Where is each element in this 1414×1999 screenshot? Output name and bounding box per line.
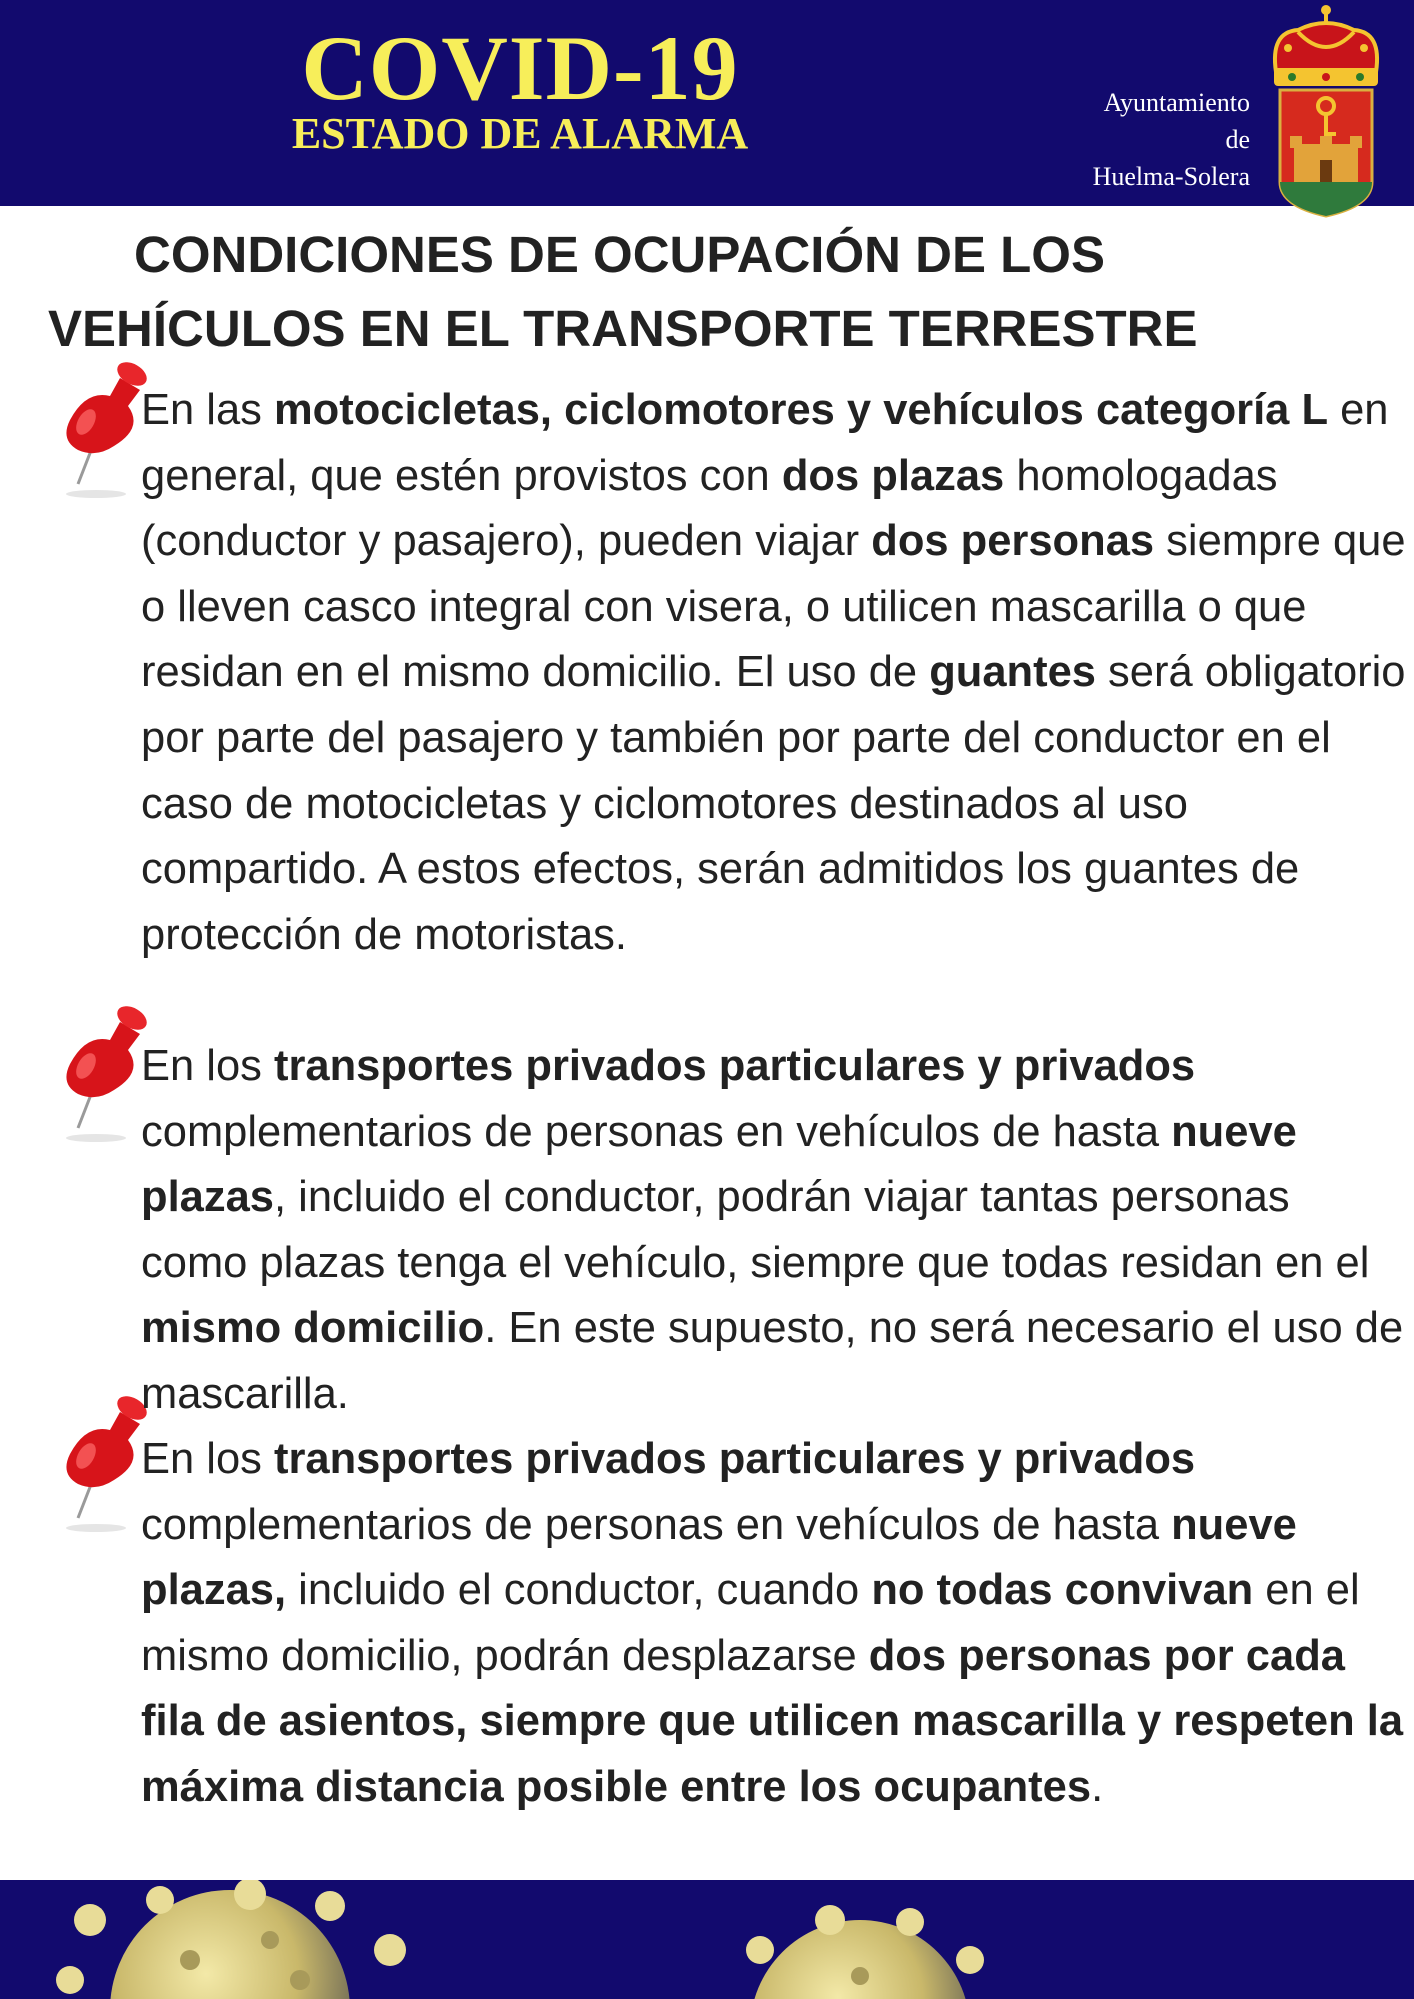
body-text: complementarios de personas en vehículos de hasta [141,1107,1172,1156]
body-text: . En este supuesto, no será necesario el uso de mascarilla. [141,1304,1404,1418]
emphasis-text: mismo domicilio [141,1304,485,1353]
header-banner [0,0,1414,206]
emphasis-text: nueve plazas, [141,1500,1297,1615]
heading-line-2: VEHÍCULOS EN EL TRANSPORTE TERRESTRE [48,300,1198,357]
organization-line-2: de [1225,125,1250,154]
body-text: en el mismo domicilio, podrán desplazarse [141,1566,1360,1680]
rule-paragraph-1 [141,378,1406,968]
organization-line-1: Ayuntamiento [1103,88,1250,117]
body-text: será obligatorio por parte del pasajero y también por parte del conductor en el caso de motocicletas y ciclomotores destinados al uso compartido. A estos efectos, serán admitidos los guantes de protección de motoristas. [141,648,1406,959]
header-title: COVID-19 [301,17,739,119]
emphasis-text: transportes privados particulares y privados [274,1435,1196,1483]
rule-paragraph-3 [141,1427,1406,1821]
organization-name [1093,84,1250,195]
heading-line-1: CONDICIONES DE OCUPACIÓN DE LOS [134,226,1105,283]
rule-paragraph-2 [141,1034,1406,1428]
body-text: siempre que o lleven casco integral con visera, o utilicen mascarilla o que residan en el mismo domicilio. El uso de [141,517,1406,697]
emphasis-text: no todas convivan [871,1566,1254,1615]
body-text: complementarios de personas en vehículos de hasta [141,1500,1172,1549]
body-text: . [1091,1762,1104,1811]
crest-icon [1268,2,1384,218]
body-text: , incluido el conductor, podrán viajar tantas personas como plazas tenga el vehículo, siempre que todas residan en el [141,1173,1370,1287]
header-subtitle: ESTADO DE ALARMA [291,109,749,158]
body-text: incluido el conductor, cuando [286,1566,872,1615]
emphasis-text: dos personas por cada fila de asientos, siempre que utilicen mascarilla y respeten la máxima distancia posible entre los ocupantes [141,1631,1404,1811]
footer-banner [0,1880,1414,1999]
emphasis-text: dos personas [871,517,1155,566]
emphasis-text: dos plazas [781,451,1005,500]
body-text: En los [141,1435,274,1483]
body-text: En los [141,1042,274,1090]
page-heading [48,218,1388,366]
emphasis-text: nueve plazas [141,1107,1297,1222]
organization-line-3: Huelma-Solera [1092,162,1250,191]
emphasis-text: motocicletas, ciclomotores y vehículos categoría L [274,386,1329,434]
emphasis-text: guantes [929,648,1096,697]
body-text: En las [141,386,274,434]
body-text: en general, que estén provistos con [141,386,1389,500]
virus-icon [0,1880,1414,1999]
emphasis-text: transportes privados particulares y privados [274,1042,1196,1090]
body-text: homologadas (conductor y pasajero), pueden viajar [141,451,1278,566]
